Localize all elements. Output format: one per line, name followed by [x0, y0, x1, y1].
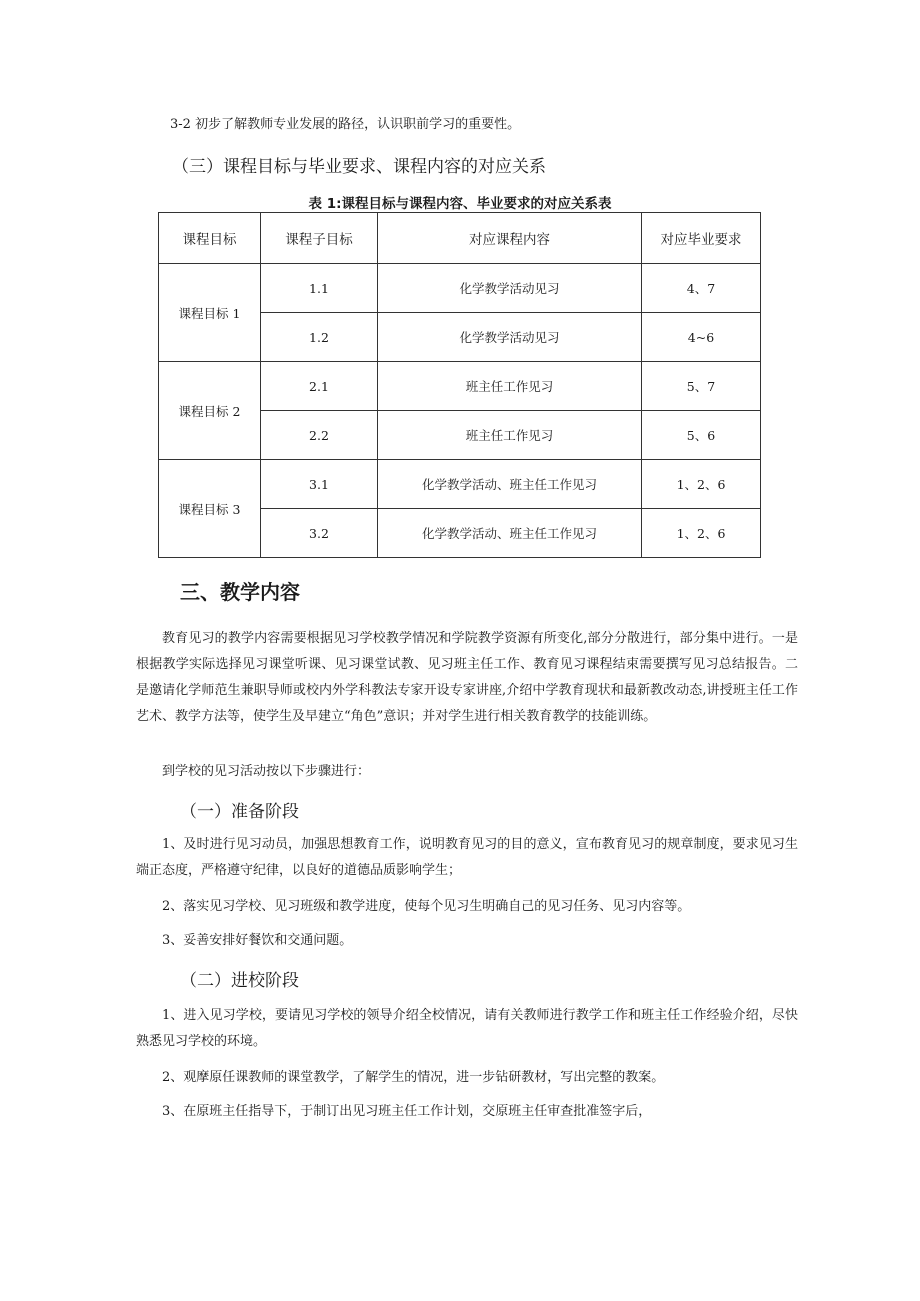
requirement-cell: 5、6 — [642, 411, 761, 460]
header-subgoal: 课程子目标 — [261, 213, 378, 264]
section-title-teaching-content: 三、教学内容 — [180, 580, 300, 604]
header-content: 对应课程内容 — [378, 213, 642, 264]
subgoal-cell: 2.2 — [261, 411, 378, 460]
subgoal-cell: 2.1 — [261, 362, 378, 411]
requirement-cell: 4、7 — [642, 264, 761, 313]
section-three-subheading: （三）课程目标与毕业要求、课程内容的对应关系 — [172, 157, 546, 177]
content-cell: 班主任工作见习 — [378, 411, 642, 460]
requirement-cell: 1、2、6 — [642, 509, 761, 558]
requirement-cell: 4~6 — [642, 313, 761, 362]
list-item: 2、观摩原任课教师的课堂教学，了解学生的情况，进一步钻研教材，写出完整的教案。 — [162, 1070, 665, 1085]
list-item: 3、在原班主任指导下，于制订出见习班主任工作计划，交原班主任审查批准签字后， — [162, 1104, 652, 1119]
goal-cell: 课程目标 1 — [159, 264, 261, 362]
list-item: 1、及时进行见习动员，加强思想教育工作，说明教育见习的目的意义，宣布教育见习的规章制度，要求见习生端正态度，严格遵守纪律，以良好的道德品质影响学生； — [136, 837, 798, 878]
subgoal-cell: 1.1 — [261, 264, 378, 313]
subgoal-cell: 3.2 — [261, 509, 378, 558]
table-caption: 表 1:课程目标与课程内容、毕业要求的对应关系表 — [308, 196, 612, 212]
content-cell: 班主任工作见习 — [378, 362, 642, 411]
list-item: 3、妥善安排好餐饮和交通问题。 — [162, 933, 353, 948]
intro-line: 3-2 初步了解教师专业发展的路径，认识职前学习的重要性。 — [170, 117, 521, 132]
stage-preparation-heading: （一）准备阶段 — [180, 802, 299, 822]
goal-cell: 课程目标 2 — [159, 362, 261, 460]
steps-intro-paragraph: 到学校的见习活动按以下步骤进行： — [162, 764, 371, 779]
list-item: 1、进入见习学校，要请见习学校的领导介绍全校情况，请有关教师进行教学工作和班主任工作经验介绍，尽快熟悉见习学校的环境。 — [136, 1008, 798, 1049]
table-row — [159, 460, 761, 509]
content-cell: 化学教学活动见习 — [378, 264, 642, 313]
stage-entry-heading: （二）进校阶段 — [180, 971, 299, 991]
content-cell: 化学教学活动见习 — [378, 313, 642, 362]
requirement-cell: 1、2、6 — [642, 460, 761, 509]
subgoal-cell: 3.1 — [261, 460, 378, 509]
content-cell: 化学教学活动、班主任工作见习 — [378, 509, 642, 558]
header-goal: 课程目标 — [159, 213, 261, 264]
table-row — [159, 362, 761, 411]
subgoal-cell: 1.2 — [261, 313, 378, 362]
content-paragraph: 教育见习的教学内容需要根据见习学校教学情况和学院教学资源有所变化,部分分散进行，部分集中进行。一是根据教学实际选择见习课堂听课、见习课堂试教、见习班主任工作、教育见习课程结束需要撰写见习总结报告。二是邀请化学师范生兼职导师或校内外学科教法专家开设专家讲座,介绍中学教育现状和最新教改动态,讲授班主任工作艺术、教学方法等，使学生及早建立“角色”意识；并对学生进行相关教育教学的技能训练。 — [136, 631, 798, 724]
table-header-row — [159, 213, 761, 264]
requirement-cell: 5、7 — [642, 362, 761, 411]
table-row — [159, 264, 761, 313]
goal-cell: 课程目标 3 — [159, 460, 261, 558]
content-cell: 化学教学活动、班主任工作见习 — [378, 460, 642, 509]
mapping-table — [158, 212, 761, 558]
list-item: 2、落实见习学校、见习班级和教学进度，使每个见习生明确自己的见习任务、见习内容等。 — [162, 899, 691, 914]
header-requirement: 对应毕业要求 — [642, 213, 761, 264]
